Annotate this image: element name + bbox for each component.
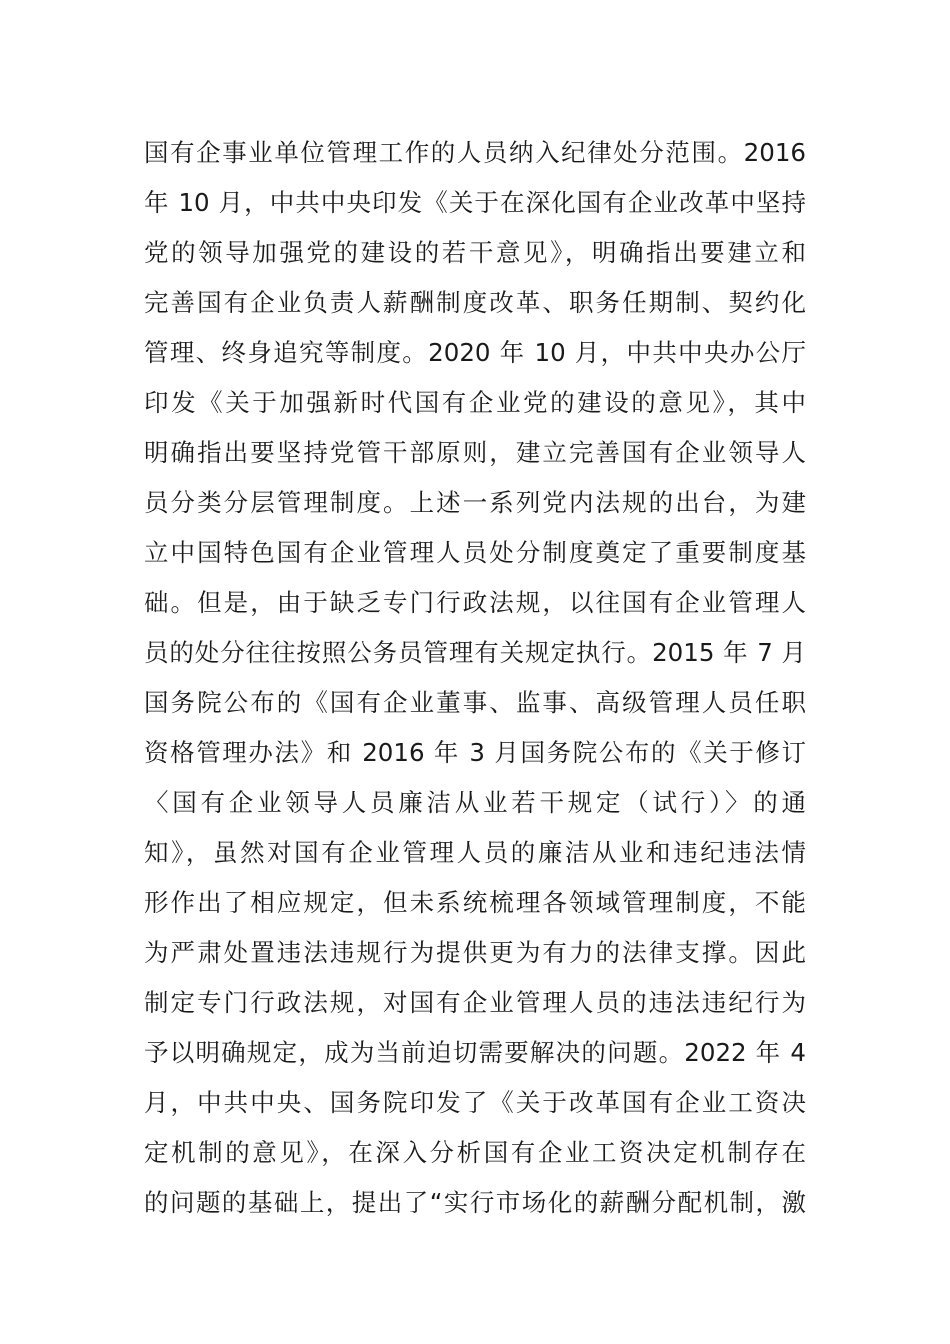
text-line: 国有企事业单位管理工作的人员纳入纪律处分范围。2016 (144, 138, 806, 167)
text-line: 月，中共中央、国务院印发了《关于改革国有企业工资决 (144, 1088, 806, 1117)
text-line: 制定专门行政法规，对国有企业管理人员的违法违纪行为 (144, 988, 806, 1017)
text-line: 党的领导加强党的建设的若干意见》，明确指出要建立和 (144, 238, 806, 267)
text-line: 立中国特色国有企业管理人员处分制度奠定了重要制度基 (144, 538, 806, 567)
text-line: 员的处分往往按照公务员管理有关规定执行。2015 年 7 月 (144, 638, 806, 667)
text-line: 予以明确规定，成为当前迫切需要解决的问题。2022 年 4 (144, 1038, 806, 1067)
text-line: 为严肃处置违法违规行为提供更为有力的法律支撑。因此 (144, 938, 806, 967)
text-line: 知》，虽然对国有企业管理人员的廉洁从业和违纪违法情 (144, 838, 806, 867)
text-line: 〈国有企业领导人员廉洁从业若干规定（试行）〉的通 (144, 788, 806, 817)
text-line: 国务院公布的《国有企业董事、监事、高级管理人员任职 (144, 688, 806, 717)
text-line: 印发《关于加强新时代国有企业党的建设的意见》，其中 (144, 388, 806, 417)
text-line: 础。但是，由于缺乏专门行政法规，以往国有企业管理人 (144, 588, 806, 617)
text-line: 年 10 月，中共中央印发《关于在深化国有企业改革中坚持 (144, 188, 806, 217)
text-line: 的问题的基础上，提出了“实行市场化的薪酬分配机制，激 (144, 1188, 806, 1217)
text-line: 形作出了相应规定，但未系统梳理各领域管理制度，不能 (144, 888, 806, 917)
text-line: 资格管理办法》和 2016 年 3 月国务院公布的《关于修订 (144, 738, 806, 767)
text-line: 员分类分层管理制度。上述一系列党内法规的出台，为建 (144, 488, 806, 517)
body-text (144, 128, 824, 1228)
text-line: 管理、终身追究等制度。2020 年 10 月，中共中央办公厅 (144, 338, 806, 367)
text-line: 完善国有企业负责人薪酬制度改革、职务任期制、契约化 (144, 288, 806, 317)
text-line: 定机制的意见》，在深入分析国有企业工资决定机制存在 (144, 1138, 806, 1167)
text-line: 明确指出要坚持党管干部原则，建立完善国有企业领导人 (144, 438, 806, 467)
